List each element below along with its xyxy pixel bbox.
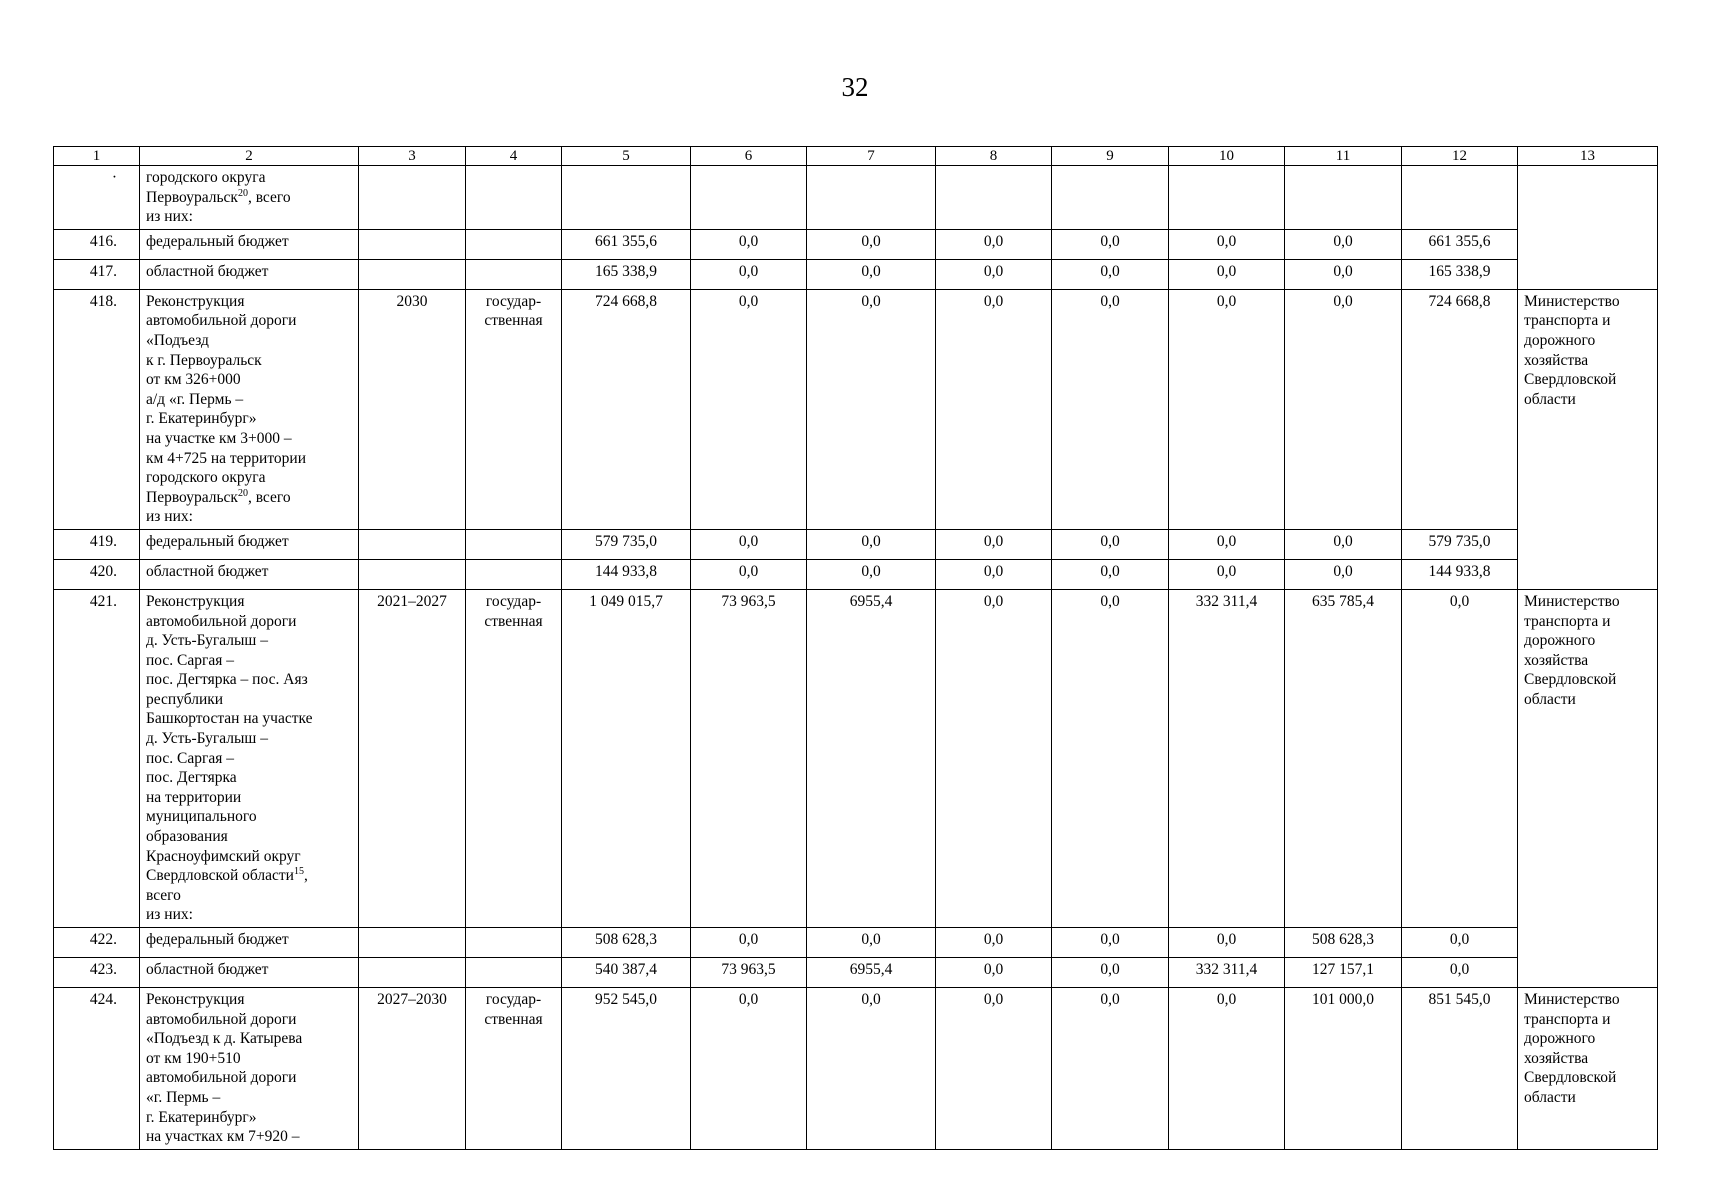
row-value-col11: 101 000,0 bbox=[1285, 988, 1402, 1150]
row-value-col11: 0,0 bbox=[1285, 229, 1402, 259]
row-value-col8: 0,0 bbox=[936, 259, 1052, 289]
row-responsible: Министерство транспорта и дорожного хозяйства Свердловской области bbox=[1518, 988, 1658, 1150]
row-number: 422. bbox=[54, 928, 140, 958]
table-row bbox=[54, 229, 1658, 259]
row-value-col10: 0,0 bbox=[1169, 289, 1285, 529]
row-value-col9: 0,0 bbox=[1052, 589, 1169, 927]
table-row bbox=[54, 166, 1658, 230]
row-ownership bbox=[466, 928, 562, 958]
row-number: 417. bbox=[54, 259, 140, 289]
column-header-4: 4 bbox=[466, 147, 562, 166]
row-description: федеральный бюджет bbox=[140, 529, 359, 559]
row-value-col11: 0,0 bbox=[1285, 559, 1402, 589]
row-value-col5: 508 628,3 bbox=[562, 928, 691, 958]
row-value-col7: 0,0 bbox=[807, 289, 936, 529]
row-value-col9: 0,0 bbox=[1052, 988, 1169, 1150]
row-value-col8: 0,0 bbox=[936, 529, 1052, 559]
row-value-col12: 851 545,0 bbox=[1402, 988, 1518, 1150]
row-value-col7: 0,0 bbox=[807, 529, 936, 559]
column-header-3: 3 bbox=[359, 147, 466, 166]
row-number: 420. bbox=[54, 559, 140, 589]
row-description: Реконструкция автомобильной дороги «Подъезд к г. Первоуральск от км 326+000 а/д «г. Пермь – г. Екатеринбург» на участке км 3+000 – км 4+725 на территории городского округа Первоуральск$^{20}$, всего из них: bbox=[140, 289, 359, 529]
row-value-col8: 0,0 bbox=[936, 589, 1052, 927]
row-period bbox=[359, 166, 466, 230]
row-number: 423. bbox=[54, 958, 140, 988]
row-value-col6: 0,0 bbox=[691, 289, 807, 529]
column-header-2: 2 bbox=[140, 147, 359, 166]
row-value-col5 bbox=[562, 166, 691, 230]
row-value-col6 bbox=[691, 166, 807, 230]
column-header-9: 9 bbox=[1052, 147, 1169, 166]
table-row bbox=[54, 958, 1658, 988]
row-period bbox=[359, 928, 466, 958]
column-header-10: 10 bbox=[1169, 147, 1285, 166]
row-value-col6: 0,0 bbox=[691, 928, 807, 958]
row-period bbox=[359, 529, 466, 559]
row-period bbox=[359, 259, 466, 289]
row-value-col11: 0,0 bbox=[1285, 529, 1402, 559]
row-value-col5: 724 668,8 bbox=[562, 289, 691, 529]
row-value-col11: 0,0 bbox=[1285, 259, 1402, 289]
row-value-col10 bbox=[1169, 166, 1285, 230]
row-value-col10: 0,0 bbox=[1169, 559, 1285, 589]
row-value-col7: 0,0 bbox=[807, 259, 936, 289]
row-value-col11: 127 157,1 bbox=[1285, 958, 1402, 988]
row-number: · bbox=[54, 166, 140, 230]
row-value-col9: 0,0 bbox=[1052, 559, 1169, 589]
row-value-col8 bbox=[936, 166, 1052, 230]
row-value-col9: 0,0 bbox=[1052, 958, 1169, 988]
row-value-col7 bbox=[807, 166, 936, 230]
row-period: 2030 bbox=[359, 289, 466, 529]
row-value-col5: 661 355,6 bbox=[562, 229, 691, 259]
row-value-col7: 6955,4 bbox=[807, 958, 936, 988]
row-ownership bbox=[466, 229, 562, 259]
row-period: 2021–2027 bbox=[359, 589, 466, 927]
row-number: 424. bbox=[54, 988, 140, 1150]
table-row bbox=[54, 928, 1658, 958]
row-value-col6: 0,0 bbox=[691, 559, 807, 589]
row-value-col6: 73 963,5 bbox=[691, 589, 807, 927]
row-ownership bbox=[466, 958, 562, 988]
row-value-col7: 0,0 bbox=[807, 229, 936, 259]
row-value-col12: 579 735,0 bbox=[1402, 529, 1518, 559]
row-period: 2027–2030 bbox=[359, 988, 466, 1150]
row-ownership bbox=[466, 559, 562, 589]
table-row bbox=[54, 259, 1658, 289]
row-value-col7: 0,0 bbox=[807, 988, 936, 1150]
row-ownership: государ- ственная bbox=[466, 988, 562, 1150]
column-header-7: 7 bbox=[807, 147, 936, 166]
column-header-12: 12 bbox=[1402, 147, 1518, 166]
row-value-col12: 724 668,8 bbox=[1402, 289, 1518, 529]
row-value-col11 bbox=[1285, 166, 1402, 230]
table-row bbox=[54, 529, 1658, 559]
column-header-1: 1 bbox=[54, 147, 140, 166]
column-header-13: 13 bbox=[1518, 147, 1658, 166]
row-ownership bbox=[466, 166, 562, 230]
row-value-col8: 0,0 bbox=[936, 988, 1052, 1150]
row-description: Реконструкция автомобильной дороги «Подъезд к д. Катырева от км 190+510 автомобильной дороги «г. Пермь – г. Екатеринбург» на участках км 7+920 – bbox=[140, 988, 359, 1150]
row-responsible: Министерство транспорта и дорожного хозяйства Свердловской области bbox=[1518, 289, 1658, 589]
header-row bbox=[54, 147, 1658, 166]
table-row bbox=[54, 559, 1658, 589]
column-header-11: 11 bbox=[1285, 147, 1402, 166]
row-value-col5: 144 933,8 bbox=[562, 559, 691, 589]
row-value-col10: 0,0 bbox=[1169, 928, 1285, 958]
row-period bbox=[359, 958, 466, 988]
row-value-col5: 165 338,9 bbox=[562, 259, 691, 289]
row-value-col11: 635 785,4 bbox=[1285, 589, 1402, 927]
row-ownership: государ- ственная bbox=[466, 589, 562, 927]
row-value-col7: 6955,4 bbox=[807, 589, 936, 927]
row-description: Реконструкция автомобильной дороги д. Усть-Бугалыш – пос. Саргая – пос. Дегтярка – пос. Аяз республики Башкортостан на участке д. Усть-Бугалыш – пос. Саргая – пос. Дегтярка на территории муниципального образования Красноуфимский округ Свердловской области$^{15}$, всего из них: bbox=[140, 589, 359, 927]
row-period bbox=[359, 559, 466, 589]
row-description: городского округа Первоуральск$^{20}$, всего из них: bbox=[140, 166, 359, 230]
row-description: федеральный бюджет bbox=[140, 229, 359, 259]
row-ownership: государ- ственная bbox=[466, 289, 562, 529]
row-value-col7: 0,0 bbox=[807, 559, 936, 589]
table-row bbox=[54, 988, 1658, 1150]
row-value-col10: 332 311,4 bbox=[1169, 958, 1285, 988]
row-number: 419. bbox=[54, 529, 140, 559]
row-value-col8: 0,0 bbox=[936, 559, 1052, 589]
column-header-8: 8 bbox=[936, 147, 1052, 166]
column-header-5: 5 bbox=[562, 147, 691, 166]
column-header-6: 6 bbox=[691, 147, 807, 166]
row-value-col12: 0,0 bbox=[1402, 928, 1518, 958]
row-value-col6: 0,0 bbox=[691, 988, 807, 1150]
row-value-col9: 0,0 bbox=[1052, 229, 1169, 259]
table-row bbox=[54, 589, 1658, 927]
row-description: областной бюджет bbox=[140, 958, 359, 988]
row-number: 416. bbox=[54, 229, 140, 259]
row-value-col12: 165 338,9 bbox=[1402, 259, 1518, 289]
row-value-col12: 0,0 bbox=[1402, 958, 1518, 988]
row-ownership bbox=[466, 529, 562, 559]
row-value-col7: 0,0 bbox=[807, 928, 936, 958]
row-value-col12 bbox=[1402, 166, 1518, 230]
row-value-col8: 0,0 bbox=[936, 289, 1052, 529]
row-responsible bbox=[1518, 166, 1658, 290]
row-value-col9: 0,0 bbox=[1052, 529, 1169, 559]
row-value-col12: 144 933,8 bbox=[1402, 559, 1518, 589]
row-value-col6: 73 963,5 bbox=[691, 958, 807, 988]
page-number: 32 bbox=[841, 72, 869, 102]
row-value-col11: 0,0 bbox=[1285, 289, 1402, 529]
row-number: 418. bbox=[54, 289, 140, 529]
row-value-col6: 0,0 bbox=[691, 229, 807, 259]
row-value-col9: 0,0 bbox=[1052, 289, 1169, 529]
table-row bbox=[54, 289, 1658, 529]
row-value-col8: 0,0 bbox=[936, 229, 1052, 259]
row-value-col8: 0,0 bbox=[936, 928, 1052, 958]
budget-table bbox=[53, 146, 1658, 1150]
row-value-col12: 661 355,6 bbox=[1402, 229, 1518, 259]
row-value-col10: 332 311,4 bbox=[1169, 589, 1285, 927]
row-value-col8: 0,0 bbox=[936, 958, 1052, 988]
row-description: областной бюджет bbox=[140, 559, 359, 589]
row-period bbox=[359, 229, 466, 259]
row-value-col11: 508 628,3 bbox=[1285, 928, 1402, 958]
row-number: 421. bbox=[54, 589, 140, 927]
row-ownership bbox=[466, 259, 562, 289]
row-value-col5: 952 545,0 bbox=[562, 988, 691, 1150]
row-value-col5: 540 387,4 bbox=[562, 958, 691, 988]
row-value-col10: 0,0 bbox=[1169, 259, 1285, 289]
row-value-col10: 0,0 bbox=[1169, 988, 1285, 1150]
row-description: федеральный бюджет bbox=[140, 928, 359, 958]
row-value-col5: 1 049 015,7 bbox=[562, 589, 691, 927]
row-value-col12: 0,0 bbox=[1402, 589, 1518, 927]
row-value-col9: 0,0 bbox=[1052, 928, 1169, 958]
row-value-col6: 0,0 bbox=[691, 259, 807, 289]
row-value-col6: 0,0 bbox=[691, 529, 807, 559]
row-value-col10: 0,0 bbox=[1169, 529, 1285, 559]
row-value-col10: 0,0 bbox=[1169, 229, 1285, 259]
row-value-col9 bbox=[1052, 166, 1169, 230]
row-value-col5: 579 735,0 bbox=[562, 529, 691, 559]
row-responsible: Министерство транспорта и дорожного хозяйства Свердловской области bbox=[1518, 589, 1658, 987]
row-value-col9: 0,0 bbox=[1052, 259, 1169, 289]
row-description: областной бюджет bbox=[140, 259, 359, 289]
